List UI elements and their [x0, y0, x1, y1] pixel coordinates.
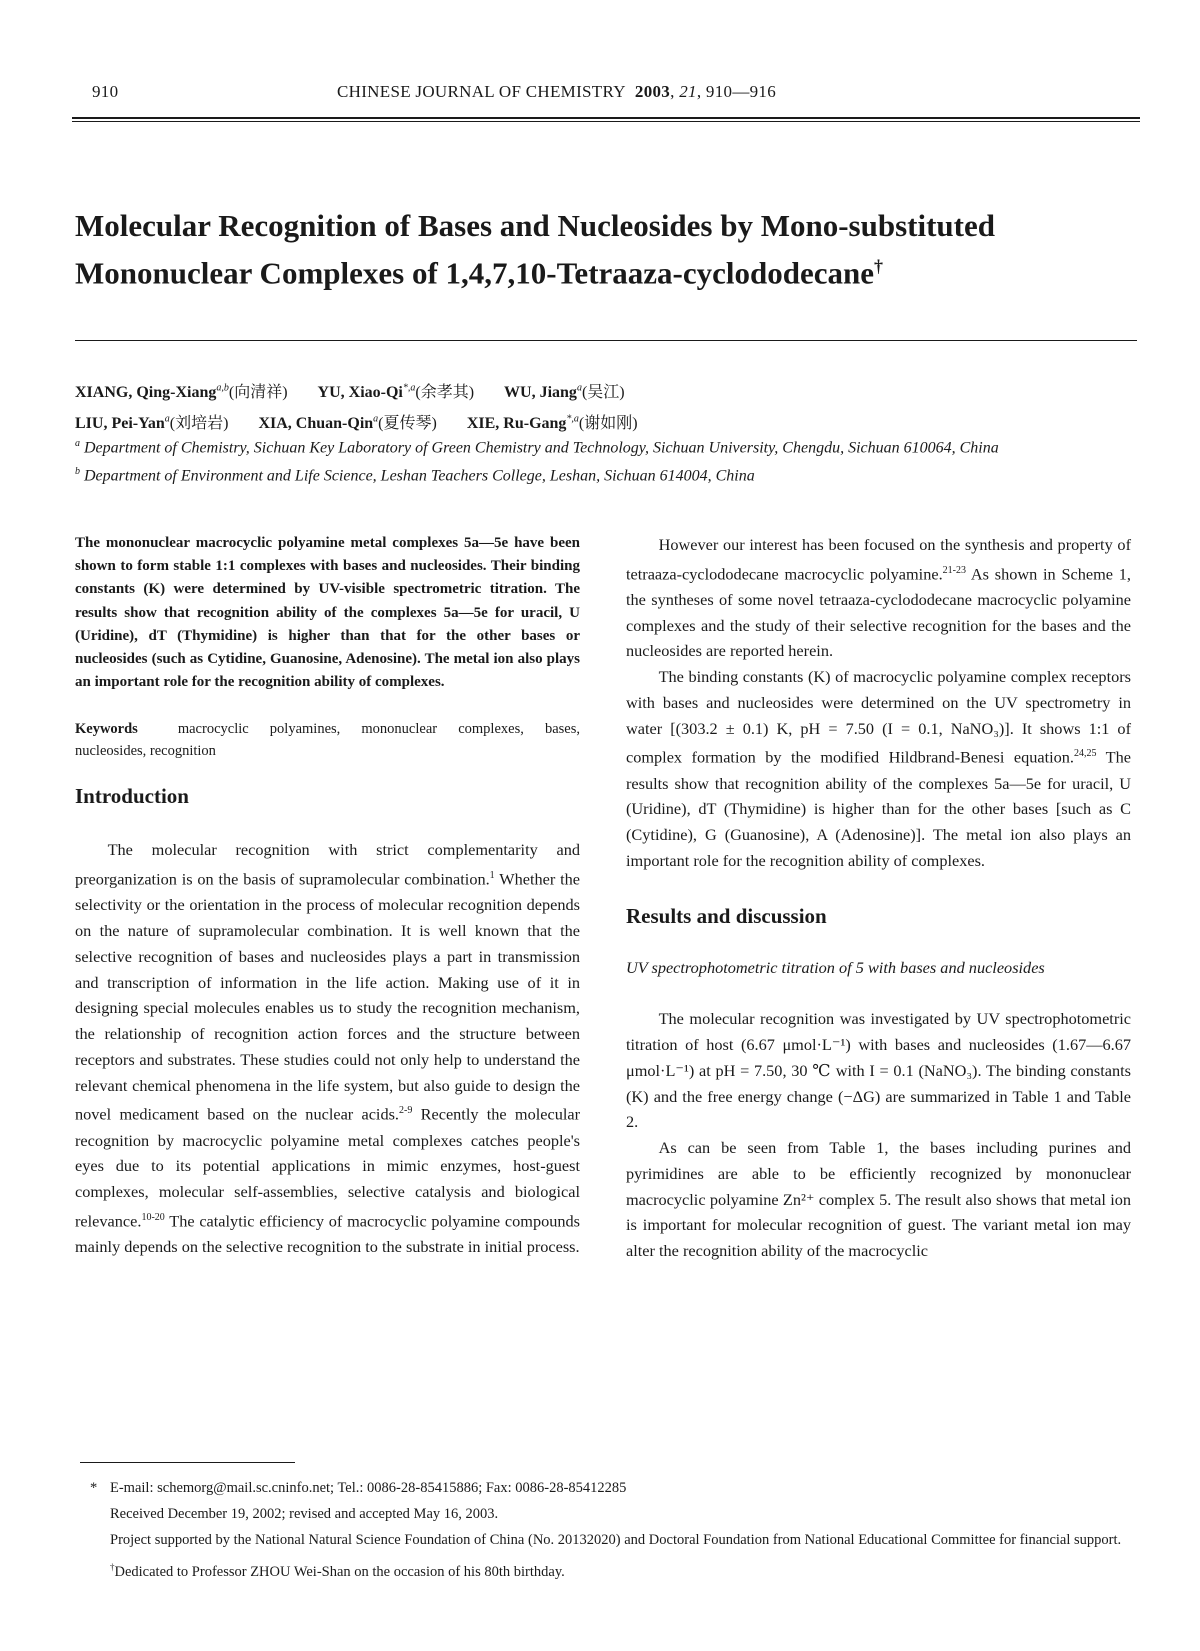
body-paragraph: The molecular recognition was investigated by UV spectrophotometric titration of host (6.67 μmol·L⁻¹) with bases and nucleosides (1.67—6.67 μmol·L⁻¹) at pH = 7.50, 30 ℃ with I = 0.1 (NaNO₃). The binding constants (K) and the free energy change (−ΔG) are summarized in Table 1 and Table 2. [626, 1009, 1131, 1132]
introduction-heading: Introduction [75, 784, 189, 809]
journal-name: CHINESE JOURNAL OF CHEMISTRY [337, 82, 626, 101]
citation: 2-9 [399, 1105, 413, 1117]
footnote-dagger: † [110, 1561, 115, 1572]
body-paragraph: The binding constants (K) of macrocyclic polyamine complex receptors with bases and nucleosides were determined on the UV spectrometry in water [(303.2 ± 0.1) K, pH = 7.50 (I = 0.1, NaNO₃)]. It shows 1:1 of complex formation by the modified Hildbrand-Benesi equation.$^{24,25}$ The results show that recognition ability of the complexes 5a—5e for uracil, U (Uridine), dT (Thymidine) is higher than for the other bases [such as C (Cytidine), G (Guanosine), A (Adenosine)]. The metal ion also plays an important role for the recognition ability of complexes. [626, 667, 1131, 870]
abstract: The mononuclear macrocyclic polyamine metal complexes 5a—5e have been shown to form stable 1:1 complexes with bases and nucleosides. Their binding constants (K) were determined by UV-visible spectrometric titration. The results show that recognition ability of the complexes 5a—5e for uracil, U (Uridine), dT (Thymidine) is higher than that for the other bases or nucleosides (such as Cytidine, Guanosine, Adenosine). The metal ion also plays an important role for the recognition ability of complexes. [75, 535, 580, 691]
citation: 24,25 [1074, 748, 1097, 760]
author: XIA, Chuan-Qin$^a$(夏传琴) [258, 413, 437, 432]
author-list [75, 376, 1145, 437]
footnote-dedication: †Dedicated to Professor ZHOU Wei-Shan on the occasion of his 80th birthday. [110, 1561, 565, 1580]
affiliations [75, 432, 1145, 489]
subsection-heading: UV spectrophotometric titration of 5 with bases and nucleosides [626, 957, 1045, 977]
header-rule-thin [72, 121, 1140, 122]
running-header [92, 82, 1132, 112]
paper-title [75, 205, 1155, 293]
footnotes [90, 1475, 1130, 1585]
citation: 21-23 [942, 564, 966, 576]
footnote-received: Received December 19, 2002; revised and accepted May 16, 2003. [110, 1506, 499, 1523]
title-line-1: Molecular Recognition of Bases and Nucleosides by Mono-substituted [75, 208, 995, 243]
right-column [626, 532, 1131, 1264]
title-line-2: Mononuclear Complexes of 1,4,7,10-Tetraaza-cyclododecane [75, 255, 874, 291]
body-paragraph: However our interest has been focused on the synthesis and property of tetraaza-cyclododecane macrocyclic polyamine.$^{21-23}$ As shown in Scheme 1, the syntheses of some novel tetraaza-cyclododecane macrocyclic polyamine complexes and the study of their selective recognition for the bases and the nucleosides are reported herein. [626, 535, 1132, 661]
title-rule [75, 340, 1137, 341]
journal-volume: 21 [679, 82, 697, 101]
author: XIE, Ru-Gang$^{*,a}$(谢如刚) [466, 413, 638, 432]
intro-paragraph: The molecular recognition with strict complementarity and preorganization is on the basis of supramolecular combination.$^1$ Whether the selectivity or the orientation in the process of molecular recognition depends on the nature of supramolecular combination. It is well known that the selective recognition of bases and nucleosides plays a part in transmission and transcription of information in the life action. Making use of it in designing special molecules enables us to study the recognition mechanism, the relationship of recognition action forces and the structure between receptors and substrates. These studies could not only help to understand the relevant chemical phenomena in the life system, but also guide to design the novel medicament based on the nuclear acids.$^{2-9}$ Recently the molecular recognition by macrocyclic polyamine metal complexes catches people's eyes due to its potential applications in mimic enzymes, host-guest complexes, molecular self-assemblies, selective catalysis and biological relevance.$^{10-20}$ The catalytic efficiency of macrocyclic polyamine compounds mainly depends on the selective recognition to the substrate in initial process. [75, 840, 581, 1256]
results-heading: Results and discussion [626, 903, 827, 928]
page-number: 910 [92, 82, 119, 101]
keywords [75, 718, 580, 762]
author: WU, Jiang$^a$(吴江) [504, 383, 625, 402]
keywords-text: macrocyclic polyamines, mononuclear complexes, bases, nucleosides, recognition [75, 721, 580, 760]
journal-year: 2003 [634, 82, 671, 101]
header-rule-thick [72, 117, 1140, 119]
footnote-rule [80, 1462, 295, 1463]
keywords-label: Keywords [75, 721, 138, 738]
citation: 10-20 [141, 1211, 165, 1223]
author: LIU, Pei-Yan$^a$(刘培岩) [75, 413, 229, 432]
author-line-1 [75, 376, 1145, 406]
affiliation: $^b$ Department of Environment and Life Science, Leshan Teachers College, Leshan, Sichuan 614004, China [75, 466, 755, 485]
citation: 1 [489, 870, 495, 882]
body-paragraph: As can be seen from Table 1, the bases including purines and pyrimidines are able to be efficiently recognized by mononuclear macrocyclic polyamine Zn²⁺ complex 5. The result also shows that metal ion is important for molecular recognition of guest. The variant metal ion may alter the recognition ability of the macrocyclic [626, 1138, 1131, 1261]
title-dagger: † [874, 256, 883, 276]
affiliation: $^a$ Department of Chemistry, Sichuan Key Laboratory of Green Chemistry and Technology, Sichuan University, Chengdu, Sichuan 610064, China [75, 438, 999, 457]
footnote-star: * [90, 1480, 98, 1496]
journal-pages: 910—916 [705, 82, 777, 101]
footnote-email: * E-mail: schemorg@mail.sc.cninfo.net; Tel.: 0086-28-85415886; Fax: 0086-28-85412285 [110, 1475, 1130, 1501]
journal-citation: CHINESE JOURNAL OF CHEMISTRY 2003, 21, 910—916 [337, 82, 777, 101]
author: XIANG, Qing-Xiang$^{a,b}$(向清祥) [75, 383, 288, 402]
footnote-project: Project supported by the National Natural Science Foundation of China (No. 20132020) and Doctoral Foundation from National Educational Committee for financial support. [110, 1532, 1122, 1549]
left-column [75, 532, 580, 1260]
author: YU, Xiao-$Qi^{*,a}$(余孝其) [317, 383, 475, 402]
